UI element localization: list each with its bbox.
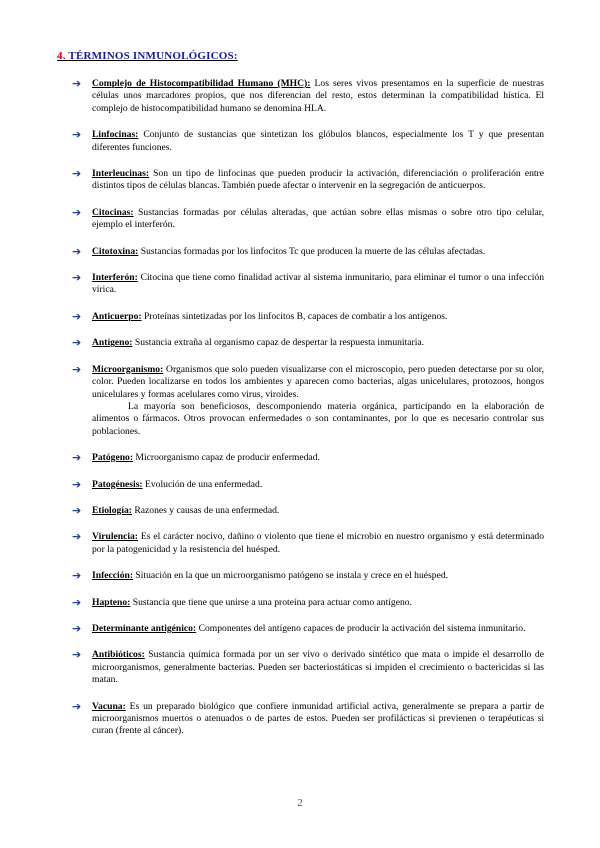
list-item	[72, 272, 544, 297]
section-number: 4.	[57, 50, 66, 62]
term-definition: Sustancias formadas por células alteradas, que actúan sobre ellas mismas o sobre otro tipo celular, ejemplo el interferón.	[92, 206, 544, 231]
arrow-right-icon: ➔	[72, 477, 82, 491]
term-definition: Organismos que solo pueden visualizarse con el microscopio, pero pueden detectarse por su olor, color. Pueden localizarse en todos los ambientes y aparecen como bacterias, algas unicelulares, protozoos, hongos unicelulares y formas acelulares como virus, viroides.	[92, 363, 544, 400]
list-item	[72, 649, 544, 686]
term-label: Vacuna:	[92, 700, 126, 712]
term-label: Anticuerpo:	[92, 310, 142, 322]
arrow-right-icon: ➔	[72, 77, 82, 90]
list-item	[72, 168, 544, 193]
list-item	[72, 364, 544, 438]
term-definition: Es un preparado biológico que confiere inmunidad artificial activa, generalmente se prepara a partir de microorganismos muertos o atenuados o de partes de estos. Pueden ser profilácticas si previenen o terapéuticas si curan (frente al cáncer).	[92, 700, 544, 737]
arrow-right-icon: ➔	[72, 503, 82, 517]
term-label: Patogénesis:	[92, 478, 143, 490]
arrow-right-icon: ➔	[72, 271, 82, 285]
term-definition: Razones y causas de una enfermedad.	[131, 504, 280, 516]
arrow-right-icon: ➔	[72, 595, 82, 609]
arrow-right-icon: ➔	[72, 621, 82, 635]
term-definition: Evolución de una enfermedad.	[142, 478, 263, 490]
list-item	[72, 701, 544, 738]
section-heading	[57, 50, 238, 62]
term-label: Determinante antigénico:	[92, 622, 197, 634]
term-definition: Sustancia extraña al organismo capaz de despertar la respuesta inmunitaria.	[132, 337, 425, 349]
term-definition: Son un tipo de linfocinas que pueden producir la activación, diferenciación o proliferación entre distintos tipos de células blancas. También puede afectar o intervenir en la segregación de anticuerpos.	[92, 168, 544, 192]
term-definition: Es el carácter nocivo, dañino o violento que tiene el microbio en nuestro organismo y está determinado por la patogenicidad y la resistencia del huésped.	[92, 531, 544, 555]
term-label: Virulencia:	[92, 531, 139, 543]
term-label: Interferón:	[92, 272, 138, 284]
page-number: 2	[297, 797, 303, 809]
term-label: Citotoxina:	[92, 245, 139, 257]
term-definition: Situación en la que un microorganismo patógeno se instala y crece en el huésped.	[133, 570, 449, 582]
terms-list	[72, 78, 544, 752]
list-item	[72, 337, 544, 349]
term-definition: Componentes del antígeno capaces de producir la activación del sistema inmunitario.	[196, 622, 526, 634]
arrow-right-icon: ➔	[72, 336, 82, 350]
term-label: Patógeno:	[92, 452, 134, 464]
arrow-right-icon: ➔	[72, 451, 82, 465]
term-label: Etiología:	[92, 504, 132, 516]
arrow-right-icon: ➔	[72, 699, 82, 713]
list-item	[72, 623, 544, 635]
list-item	[72, 78, 544, 115]
term-definition: Conjunto de sustancias que sintetizan los glóbulos blancos, especialmente los T y que presentan diferentes funciones.	[92, 129, 544, 153]
term-label: Antibióticos:	[92, 649, 145, 661]
list-item	[72, 129, 544, 154]
arrow-right-icon: ➔	[72, 362, 82, 376]
term-label: Citocinas:	[92, 206, 134, 218]
list-item	[72, 597, 544, 609]
arrow-right-icon: ➔	[72, 648, 82, 662]
list-item	[72, 207, 544, 232]
term-label: Microorganismo:	[92, 363, 164, 375]
term-label: Interleucinas:	[92, 168, 150, 180]
arrow-right-icon: ➔	[72, 205, 82, 219]
term-definition: Sustancia química formada por un ser vivo o derivado sintético que mata o impide el desarrollo de microorganismos, generalmente bacterias. Pueden ser bacteriostáticas si impiden el crecimiento o bactericidas si las matan.	[92, 649, 544, 686]
term-definition-continued: La mayoría son beneficiosos, descomponiendo materia orgánica, participando en la elaboración de alimentos o fármacos. Otros provocan enfermedades o son contaminantes, por lo que es necesario controlar sus poblaciones.	[92, 400, 544, 437]
term-definition: Los seres vivos presentamos en la superficie de nuestras células unos marcadores propios, que nos diferencian del resto, estos determinan la compatibilidad hística. El complejo de histocompatibilidad humano se denomina HLA.	[92, 78, 544, 114]
list-item	[72, 246, 544, 258]
arrow-right-icon: ➔	[72, 128, 82, 142]
term-label: Hapteno:	[92, 596, 131, 608]
term-definition: Sustancia que tiene que unirse a una proteína para actuar como antígeno.	[130, 596, 412, 608]
arrow-right-icon: ➔	[72, 167, 82, 181]
term-definition: Citocina que tiene como finalidad activar al sistema inmunitario, para eliminar el tumor o una infección vírica.	[92, 272, 544, 296]
term-definition: Sustancias formadas por los linfocitos Tc que producen la muerte de las células afectadas.	[138, 245, 486, 257]
list-item	[72, 479, 544, 491]
term-label: Complejo de Histocompatibilidad Humano (MHC):	[92, 78, 311, 89]
term-label: Antígeno:	[92, 337, 133, 349]
list-item	[72, 505, 544, 517]
arrow-right-icon: ➔	[72, 244, 82, 258]
list-item	[72, 311, 544, 323]
term-definition: Microorganismo capaz de producir enfermedad.	[133, 452, 320, 464]
list-item	[72, 452, 544, 464]
section-title: TÉRMINOS INMUNOLÓGICOS:	[68, 50, 238, 62]
arrow-right-icon: ➔	[72, 530, 82, 544]
arrow-right-icon: ➔	[72, 569, 82, 583]
list-item	[72, 570, 544, 582]
list-item	[72, 531, 544, 556]
term-label: Infección:	[92, 570, 134, 582]
term-definition: Proteínas sintetizadas por los linfocitos B, capaces de combatir a los antígenos.	[141, 310, 448, 322]
term-label: Linfocinas:	[92, 129, 139, 141]
arrow-right-icon: ➔	[72, 309, 82, 323]
